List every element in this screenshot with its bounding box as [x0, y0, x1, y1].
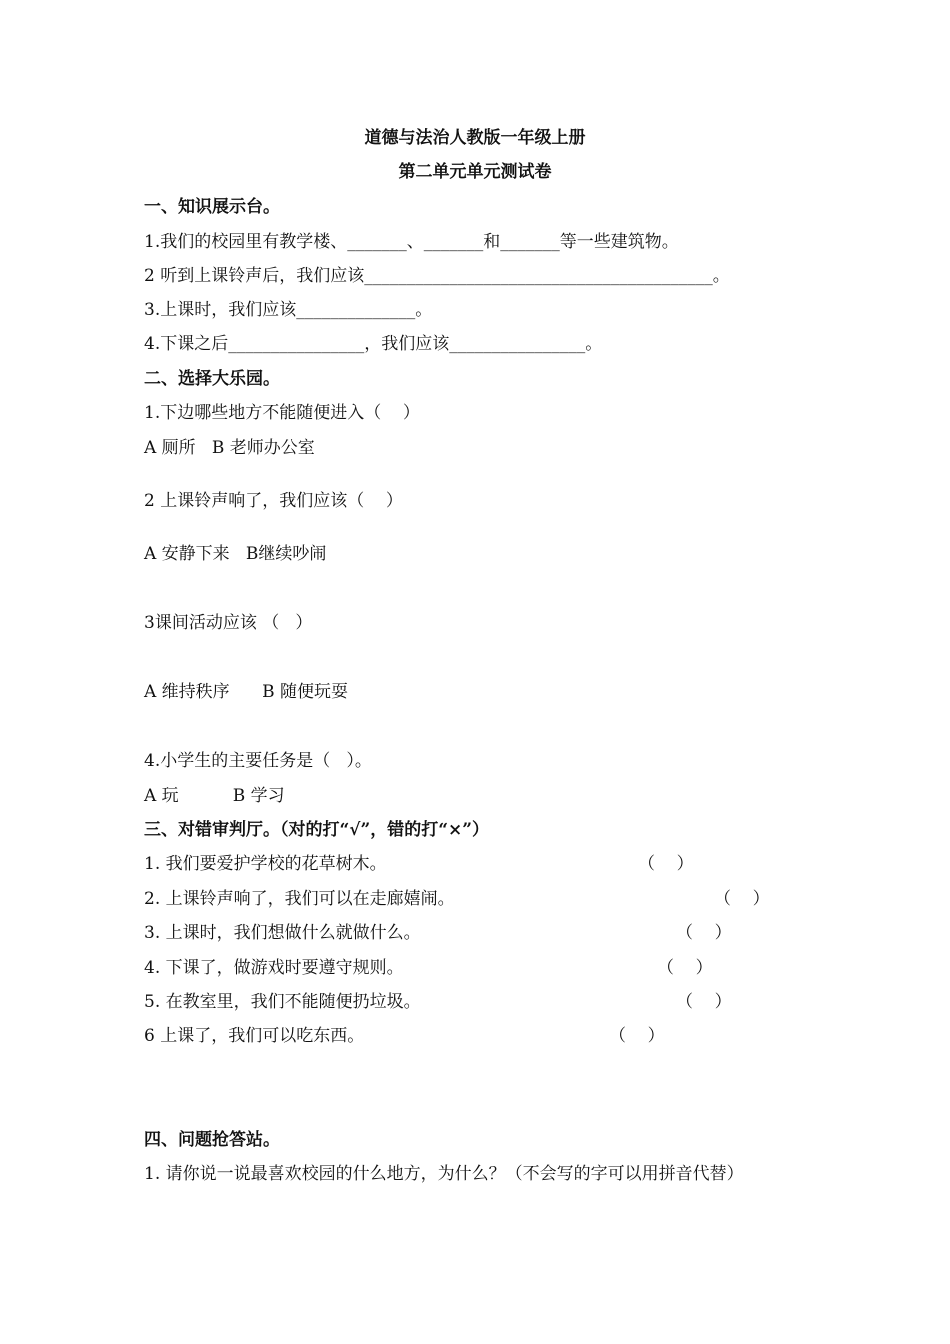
- choice-options-4: A 玩 B 学习: [144, 786, 285, 806]
- judge-item: 4. 下课了，做游戏时要遵守规则。: [144, 958, 404, 978]
- open-question-1: 1. 请你说一说最喜欢校园的什么地方，为什么？（不会写的字可以用拼音代替）: [144, 1164, 744, 1184]
- section4-heading: 四、问题抢答站。: [144, 1130, 280, 1150]
- judge-paren: （ ）: [714, 889, 770, 909]
- choice-question-1: 1.下边哪些地方不能随便进入（ ）: [144, 403, 420, 423]
- judge-paren: （ ）: [676, 923, 732, 943]
- judge-paren: （ ）: [638, 854, 694, 874]
- judge-paren: （ ）: [609, 1026, 665, 1046]
- judge-paren: （ ）: [676, 992, 732, 1012]
- fill-question-4: 4.下课之后________________，我们应该________________。: [144, 334, 603, 354]
- fill-question-1: 1.我们的校园里有教学楼、_______、_______和_______等一些建筑物。: [144, 232, 679, 252]
- fill-question-2: 2 听到上课铃声后，我们应该_________________________________________。: [144, 266, 730, 286]
- section2-heading: 二、选择大乐园。: [144, 369, 280, 389]
- choice-question-2: 2 上课铃声响了，我们应该（ ）: [144, 491, 403, 511]
- choice-question-3: 3课间活动应该 （ ）: [144, 613, 313, 633]
- judge-item: 5. 在教室里，我们不能随便扔垃圾。: [144, 992, 421, 1012]
- section1-heading: 一、知识展示台。: [144, 197, 280, 217]
- page-title: 道德与法治人教版一年级上册: [364, 128, 586, 148]
- judge-item: 1. 我们要爱护学校的花草树木。: [144, 854, 387, 874]
- section3-heading: 三、对错审判厅。（对的打“√”，错的打“×”）: [144, 820, 490, 840]
- choice-options-3: A 维持秩序 B 随便玩耍: [144, 682, 348, 702]
- judge-item: 6 上课了，我们可以吃东西。: [144, 1026, 365, 1046]
- choice-options-2: A 安静下来 B继续吵闹: [144, 544, 327, 564]
- page-subtitle: 第二单元单元测试卷: [398, 162, 552, 182]
- judge-item: 2. 上课铃声响了，我们可以在走廊嬉闹。: [144, 889, 455, 909]
- choice-question-4: 4.小学生的主要任务是（ ）。: [144, 751, 372, 771]
- judge-item: 3. 上课时，我们想做什么就做什么。: [144, 923, 421, 943]
- judge-paren: （ ）: [657, 958, 713, 978]
- fill-question-3: 3.上课时，我们应该______________。: [144, 300, 433, 320]
- choice-options-1: A 厕所 B 老师办公室: [144, 438, 315, 458]
